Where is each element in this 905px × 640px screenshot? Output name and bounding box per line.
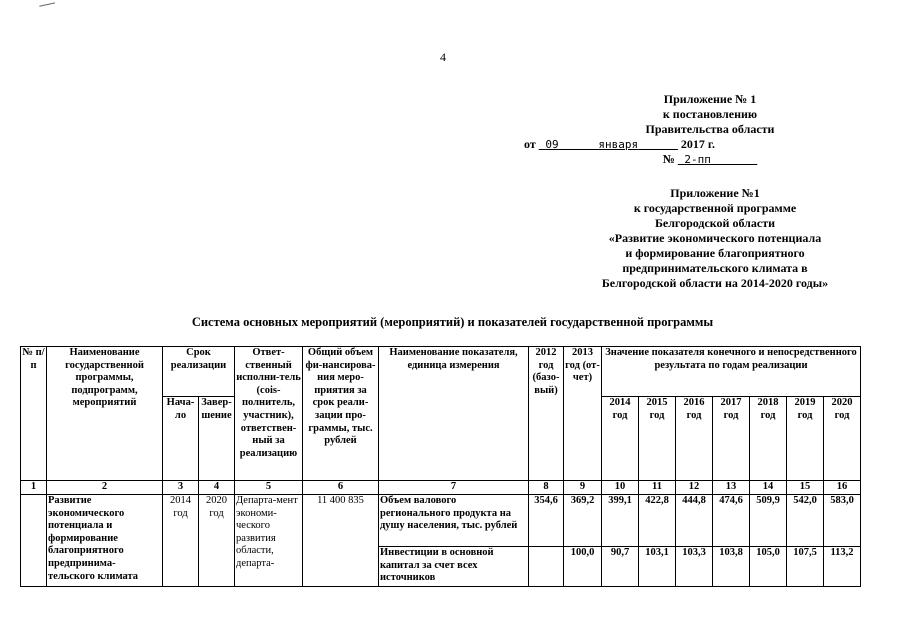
appendix-program-block bbox=[555, 186, 875, 291]
header-term-end: Завер-шение bbox=[199, 397, 235, 481]
value-2018: 509,9 bbox=[750, 495, 787, 547]
value-2017: 103,8 bbox=[713, 547, 750, 587]
value-2019: 107,5 bbox=[787, 547, 824, 587]
header-year-2019: 2019 год bbox=[787, 397, 824, 481]
program-name: Развитие экономического потенциала и формирование благоприятного предпринима-тельского климата bbox=[47, 495, 163, 587]
value-2020: 583,0 bbox=[824, 495, 861, 547]
value-2013: 100,0 bbox=[564, 547, 602, 587]
value-2020: 113,2 bbox=[824, 547, 861, 587]
program-no bbox=[21, 495, 47, 587]
col-number: 7 bbox=[379, 481, 529, 495]
appendix-decree-date bbox=[524, 137, 824, 152]
table-row bbox=[21, 495, 861, 547]
indicator-name: Инвестиции в основной капитал за счет всех источников bbox=[379, 547, 529, 587]
col-number: 8 bbox=[529, 481, 564, 495]
table-title: Система основных мероприятий (мероприятий) и показателей государственной программы bbox=[191, 315, 714, 329]
appendix-program-line: Белгородской области bbox=[654, 216, 776, 230]
col-number: 11 bbox=[639, 481, 676, 495]
header-term-start: Нача-ло bbox=[163, 397, 199, 481]
header-volume: Общий объем фи-нансирова-ния меро-приятия за срок реали-зации про-граммы, тыс. рублей bbox=[303, 347, 379, 481]
col-number: 4 bbox=[199, 481, 235, 495]
appendix-program-line: к государственной программе bbox=[633, 201, 797, 215]
col-number: 3 bbox=[163, 481, 199, 495]
value-2018: 105,0 bbox=[750, 547, 787, 587]
value-2012: 354,6 bbox=[529, 495, 564, 547]
col-number: 13 bbox=[713, 481, 750, 495]
col-number: 12 bbox=[676, 481, 713, 495]
value-2019: 542,0 bbox=[787, 495, 824, 547]
col-number: 9 bbox=[564, 481, 602, 495]
value-2016: 444,8 bbox=[676, 495, 713, 547]
value-2014: 90,7 bbox=[602, 547, 639, 587]
program-executor: Департа-мент экономи-ческого развития области, департа- bbox=[235, 495, 303, 587]
header-year-2020: 2020 год bbox=[824, 397, 861, 481]
date-month: января bbox=[598, 138, 639, 151]
value-2012 bbox=[529, 547, 564, 587]
program-volume: 11 400 835 bbox=[303, 495, 379, 587]
header-indicator: Наименование показателя, единица измерения bbox=[379, 347, 529, 481]
header-year-2017: 2017 год bbox=[713, 397, 750, 481]
appendix-decree-line2: к постановлению bbox=[662, 107, 758, 121]
col-number: 14 bbox=[750, 481, 787, 495]
header-year-2015: 2015 год bbox=[639, 397, 676, 481]
date-year: 2017 г. bbox=[680, 137, 715, 151]
appendix-program-line: и формирование благоприятного bbox=[625, 246, 805, 260]
appendix-decree-line1: Приложение № 1 bbox=[663, 92, 757, 106]
value-2014: 399,1 bbox=[602, 495, 639, 547]
appendix-program-line: предпринимательского климата в bbox=[622, 261, 808, 275]
appendix-decree-number bbox=[560, 152, 860, 167]
value-2015: 422,8 bbox=[639, 495, 676, 547]
program-end: 2020 год bbox=[199, 495, 235, 587]
indicator-name: Объем валового регионального продукта на душу населения, тыс. рублей bbox=[379, 495, 529, 547]
col-number: 15 bbox=[787, 481, 824, 495]
number-prefix: № bbox=[662, 152, 675, 166]
col-number: 16 bbox=[824, 481, 861, 495]
header-year-2014: 2014 год bbox=[602, 397, 639, 481]
col-number: 10 bbox=[602, 481, 639, 495]
header-term: Срок реализации bbox=[163, 347, 235, 397]
header-year-2018: 2018 год bbox=[750, 397, 787, 481]
col-number: 6 bbox=[303, 481, 379, 495]
value-2015: 103,1 bbox=[639, 547, 676, 587]
header-year-2016: 2016 год bbox=[676, 397, 713, 481]
date-prefix: от bbox=[524, 137, 536, 151]
number-value: 2-пп bbox=[684, 153, 711, 166]
header-no: № п/п bbox=[21, 347, 47, 481]
header-2012: 2012 год (базо-вый) bbox=[529, 347, 564, 481]
date-day: 09 bbox=[545, 138, 559, 151]
appendix-decree-line3: Правительства области bbox=[645, 122, 775, 136]
header-name: Наименование государственной программы, подпрограмм, мероприятий bbox=[47, 347, 163, 481]
header-values: Значение показателя конечного и непосредственного результата по годам реализации bbox=[602, 347, 861, 397]
program-start: 2014 год bbox=[163, 495, 199, 587]
value-2013: 369,2 bbox=[564, 495, 602, 547]
value-2017: 474,6 bbox=[713, 495, 750, 547]
page-number: 4 bbox=[440, 50, 446, 64]
value-2016: 103,3 bbox=[676, 547, 713, 587]
appendix-program-line: Белгородской области на 2014-2020 годы» bbox=[601, 276, 829, 290]
appendix-program-line: «Развитие экономического потенциала bbox=[608, 231, 822, 245]
header-2013: 2013 год (от-чет) bbox=[564, 347, 602, 481]
col-number: 1 bbox=[21, 481, 47, 495]
appendix-decree-block bbox=[524, 92, 860, 167]
header-executor: Ответ-ственный исполни-тель (сois-полнитель, участник), ответствен-ный за реализацию bbox=[235, 347, 303, 481]
program-table bbox=[20, 346, 861, 587]
appendix-program-line: Приложение №1 bbox=[670, 186, 760, 200]
col-number: 5 bbox=[235, 481, 303, 495]
scan-mark bbox=[39, 2, 57, 14]
col-number: 2 bbox=[47, 481, 163, 495]
